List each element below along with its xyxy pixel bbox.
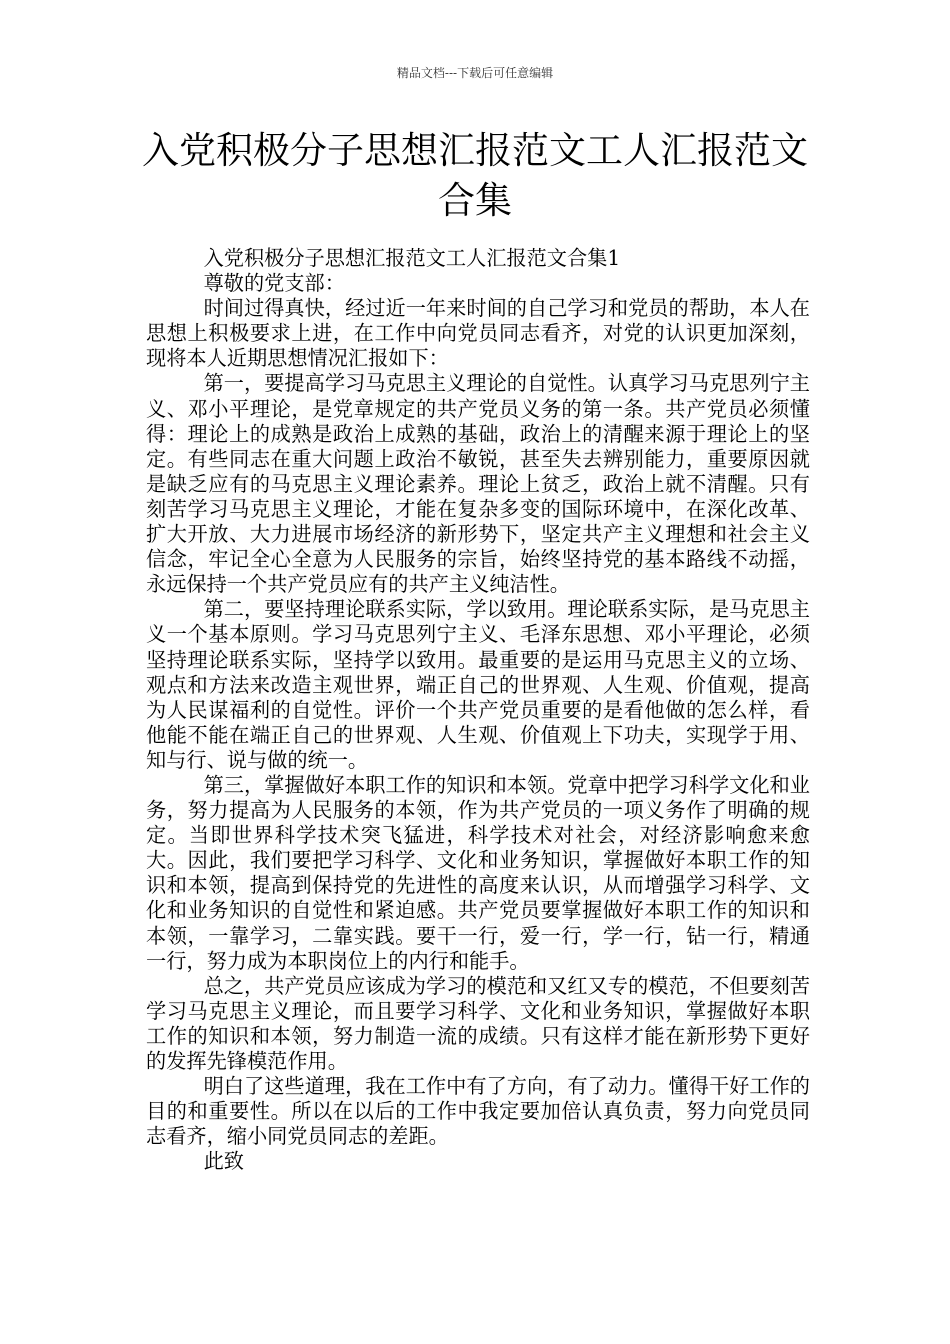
intro-paragraph: 时间过得真快，经过近一年来时间的自己学习和党员的帮助，本人在思想上积极要求上进，在工作中向党员同志看齐，对党的认识更加深刻，现将本人近期思想情况汇报如下： (146, 296, 810, 371)
summary-paragraph: 总之，共产党员应该成为学习的模范和又红又专的模范，不但要刻苦学习马克思主义理论，而且要学习科学、文化和业务知识，掌握做好本职工作的知识和本领，努力制造一流的成绩。只有这样才能在新形势下更好的发挥先锋模范作用。 (146, 973, 810, 1073)
document-title: 入党积极分子思想汇报范文工人汇报范文合集 (142, 129, 808, 222)
salutation-paragraph: 尊敬的党支部： (203, 271, 345, 296)
point-one-paragraph: 第一，要提高学习马克思主义理论的自觉性。认真学习马克思列宁主义、邓小平理论，是党章规定的共产党员义务的第一条。共产党员必须懂得：理论上的成熟是政治上成熟的基础，政治上的清醒来源于理论上的坚定。有些同志在重大问题上政治不敏锐，甚至失去辨别能力，重要原因就是缺乏应有的马克思主义理论素养。理论上贫乏，政治上就不清醒。只有刻苦学习马克思主义理论，才能在复杂多变的国际环境中，在深化改革、扩大开放、大力进展市场经济的新形势下，坚定共产主义理想和社会主义信念，牢记全心全意为人民服务的宗旨，始终坚持党的基本路线不动摇，永远保持一个共产党员应有的共产主义纯洁性。 (146, 371, 810, 597)
header-note: 精品文档---下载后可任意编辑 (396, 66, 554, 80)
reflection-paragraph: 明白了这些道理，我在工作中有了方向，有了动力。懂得干好工作的目的和重要性。所以在以后的工作中我定要加倍认真负责，努力向党员同志看齐，缩小同党员同志的差距。 (146, 1074, 810, 1149)
subtitle-paragraph: 入党积极分子思想汇报范文工人汇报范文合集1 (203, 246, 621, 270)
document-body (146, 246, 810, 1174)
point-three-paragraph: 第三，掌握做好本职工作的知识和本领。党章中把学习科学文化和业务，努力提高为人民服务的本领，作为共产党员的一项义务作了明确的规定。当即世界科学技术突飞猛进，科学技术对社会，对经济影响愈来愈大。因此，我们要把学习科学、文化和业务知识，掌握做好本职工作的知识和本领，提高到保持党的先进性的高度来认识，从而增强学习科学、文化和业务知识的自觉性和紧迫感。共产党员要掌握做好本职工作的知识和本领，一靠学习，二靠实践。要干一行，爱一行，学一行，钻一行，精通一行，努力成为本职岗位上的内行和能手。 (146, 772, 810, 973)
closing-paragraph: 此致 (203, 1149, 244, 1174)
point-two-paragraph: 第二，要坚持理论联系实际，学以致用。理论联系实际，是马克思主义一个基本原则。学习马克思列宁主义、毛泽东思想、邓小平理论，必须坚持理论联系实际，坚持学以致用。最重要的是运用马克思主义的立场、观点和方法来改造主观世界，端正自己的世界观、人生观、价值观，提高为人民谋福利的自觉性。评价一个共产党员重要的是看他做的怎么样，看他能不能在端正自己的世界观、人生观、价值观上下功夫，实现学于用、知与行、说与做的统一。 (146, 597, 810, 772)
